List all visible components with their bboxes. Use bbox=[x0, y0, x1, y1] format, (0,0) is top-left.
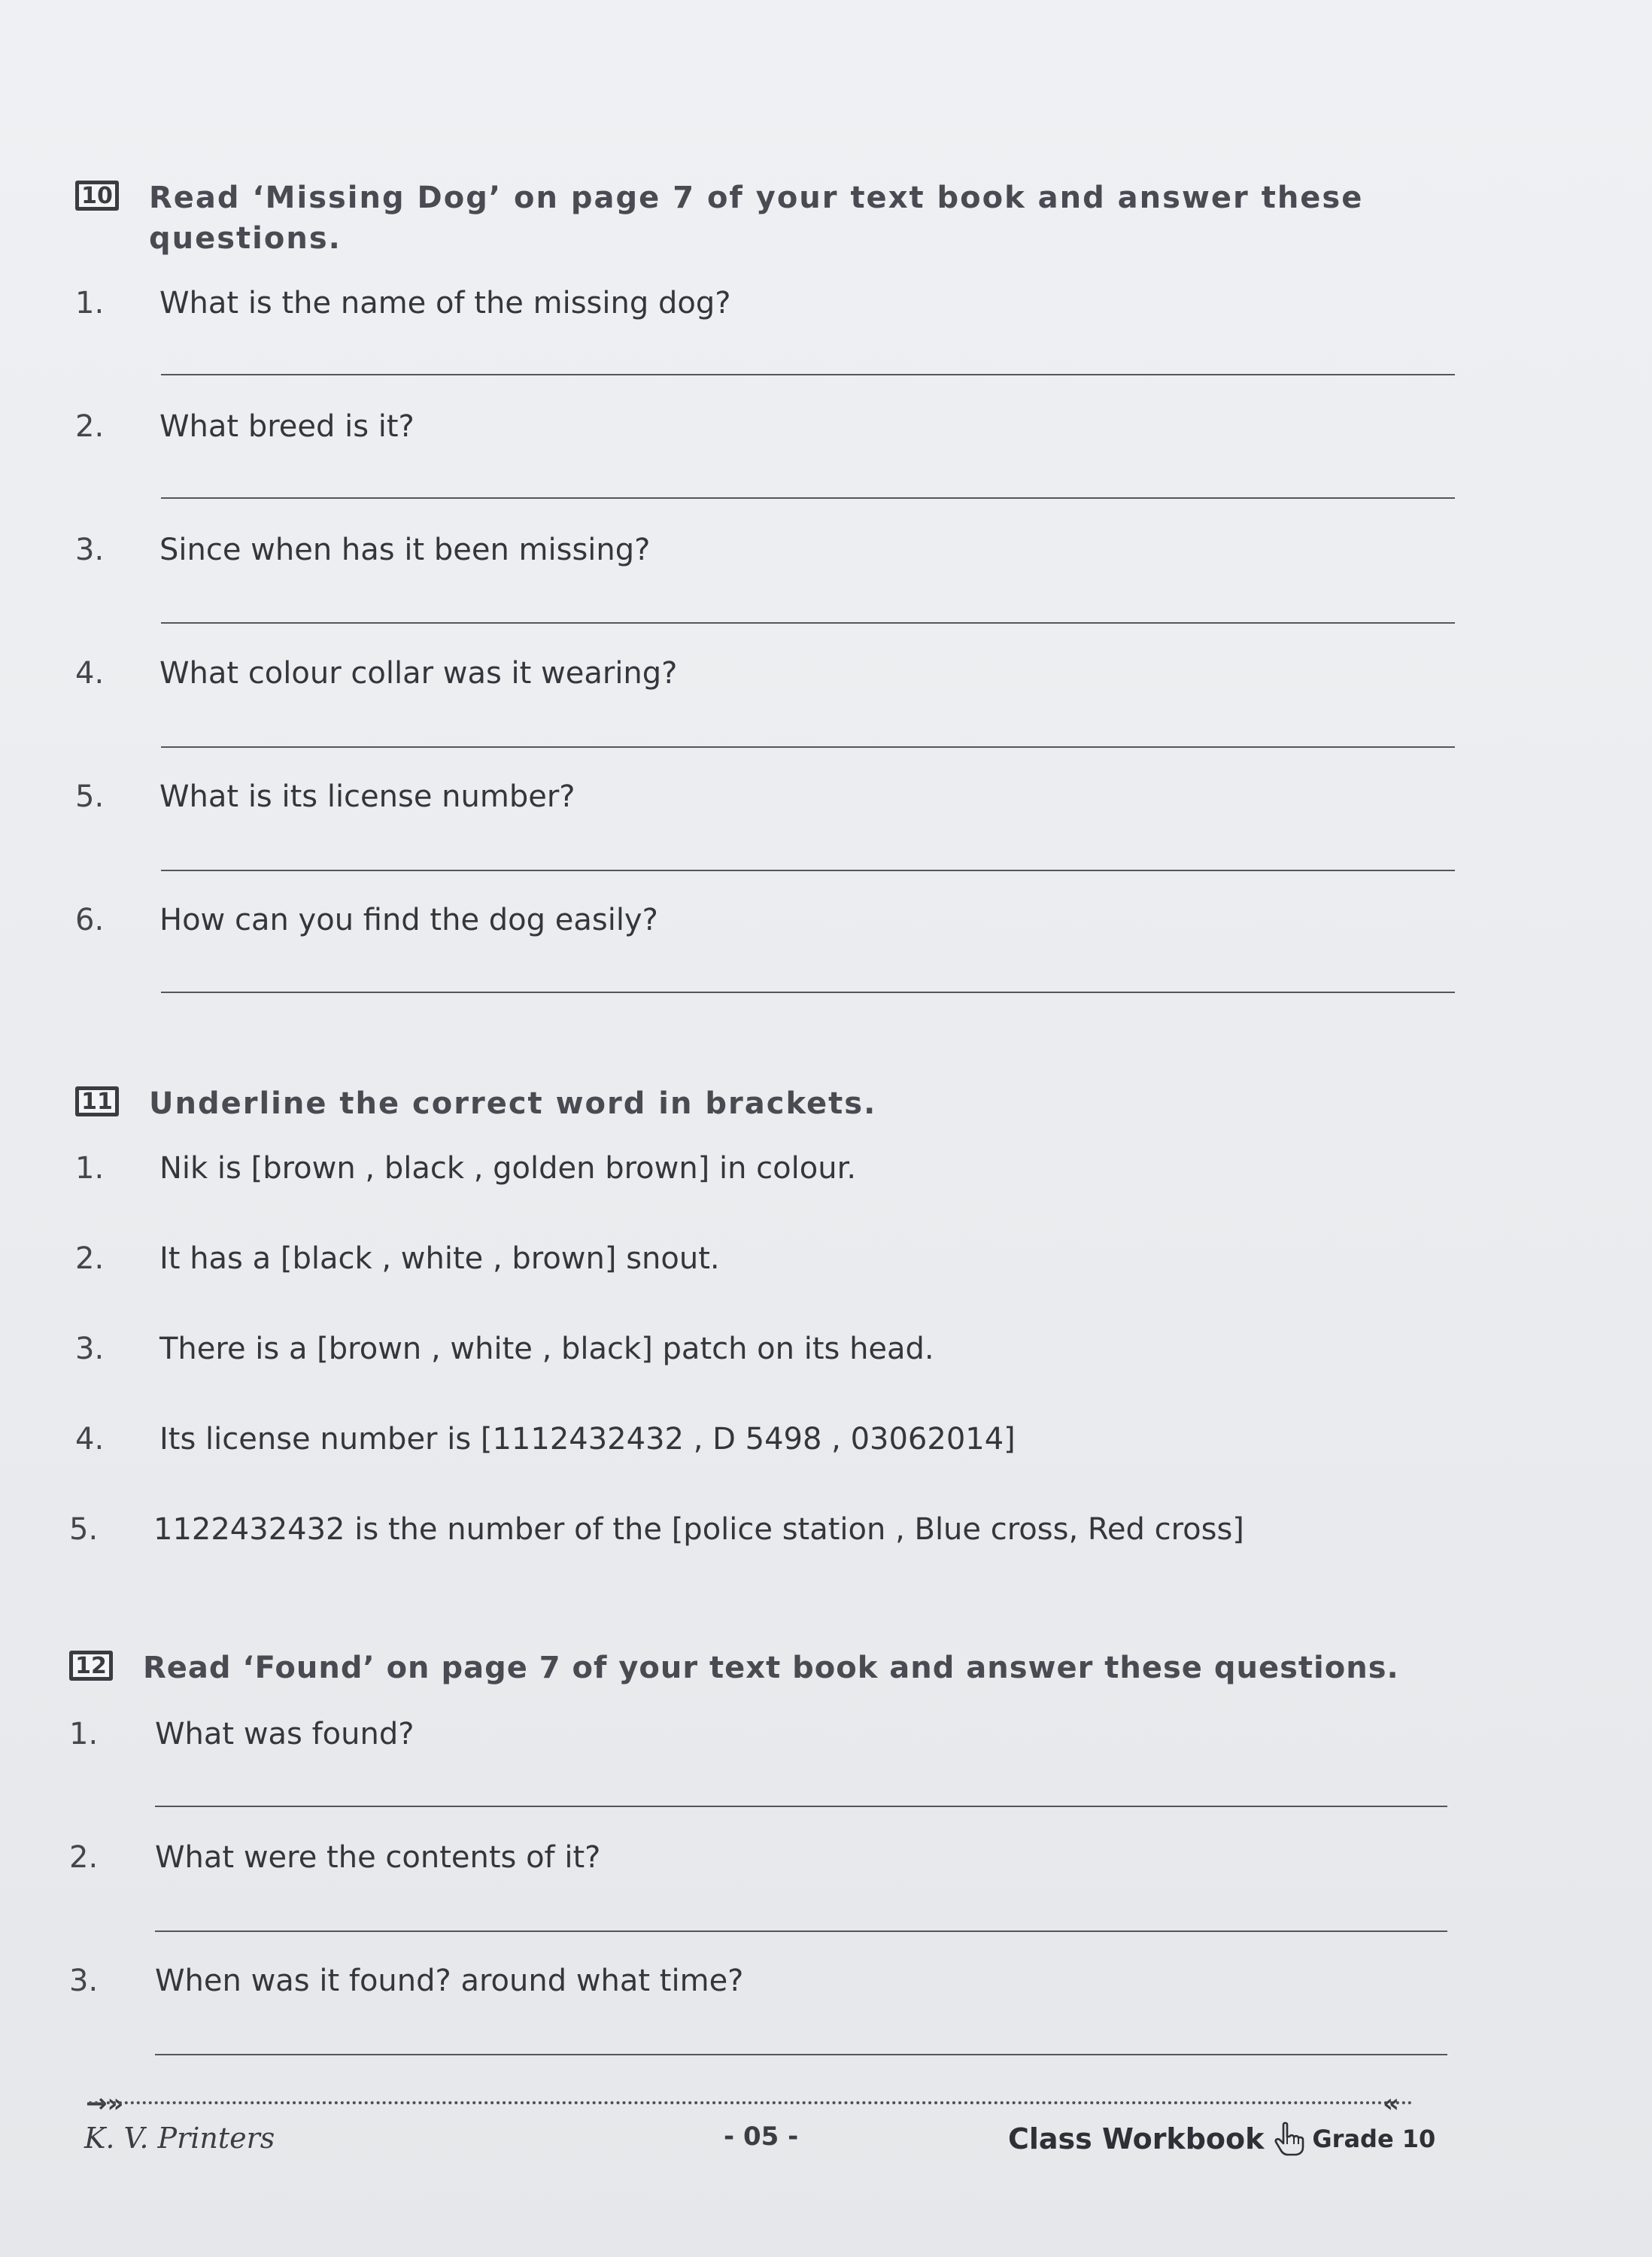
question bbox=[69, 1840, 600, 1875]
workbook-label: Class Workbook bbox=[1008, 2122, 1265, 2155]
publisher-name: K. V. Printers bbox=[84, 2122, 275, 2155]
answer-line[interactable] bbox=[161, 992, 1455, 993]
section-heading-line: Underline the correct word in brackets. bbox=[149, 1086, 877, 1121]
answer-line[interactable] bbox=[161, 746, 1455, 748]
item-text[interactable]: 1122432432 is the number of the [police station , Blue cross, Red cross] bbox=[153, 1512, 1244, 1547]
question-number: 5. bbox=[75, 779, 105, 814]
question-number: 3. bbox=[69, 1964, 99, 1998]
section-number: 11 bbox=[75, 1086, 119, 1116]
question-text: What is its license number? bbox=[159, 779, 575, 814]
question-text: What breed is it? bbox=[159, 409, 415, 444]
bracket-item bbox=[75, 1422, 1016, 1457]
item-number: 4. bbox=[75, 1422, 105, 1457]
question bbox=[75, 286, 730, 320]
question bbox=[75, 656, 677, 691]
grade-label: Grade 10 bbox=[1312, 2125, 1436, 2153]
answer-line[interactable] bbox=[161, 622, 1455, 624]
question-number: 1. bbox=[69, 1717, 99, 1751]
question-text: What was found? bbox=[155, 1717, 415, 1751]
item-number: 5. bbox=[69, 1512, 99, 1547]
question bbox=[75, 409, 415, 444]
answer-line[interactable] bbox=[155, 1930, 1447, 1932]
question bbox=[75, 779, 575, 814]
answer-line[interactable] bbox=[161, 870, 1455, 871]
question bbox=[69, 1717, 414, 1751]
answer-line[interactable] bbox=[161, 374, 1455, 375]
section-number: 10 bbox=[75, 181, 119, 211]
arrow-tail-icon: →» bbox=[86, 2088, 124, 2119]
pointing-hand-icon bbox=[1273, 2122, 1306, 2156]
workbook-title bbox=[1008, 2122, 1435, 2156]
item-number: 1. bbox=[75, 1151, 105, 1186]
question-text: What were the contents of it? bbox=[155, 1840, 601, 1875]
item-text[interactable]: It has a [black , white , brown] snout. bbox=[159, 1241, 720, 1276]
arrow-head-icon: « bbox=[1383, 2088, 1399, 2119]
question-text: What colour collar was it wearing? bbox=[159, 656, 678, 691]
section-heading-line: Read ‘Found’ on page 7 of your text book and answer these questions. bbox=[143, 1651, 1399, 1685]
question bbox=[75, 533, 650, 567]
question-number: 3. bbox=[75, 533, 105, 567]
answer-line[interactable] bbox=[161, 497, 1455, 499]
item-text[interactable]: Its license number is [1112432432 , D 5498 , 03062014] bbox=[159, 1422, 1016, 1457]
question bbox=[69, 1964, 743, 1998]
question-number: 2. bbox=[75, 409, 105, 444]
section-heading-line: Read ‘Missing Dog’ on page 7 of your text book and answer these bbox=[149, 181, 1364, 215]
question bbox=[75, 903, 658, 937]
bracket-item bbox=[75, 1241, 720, 1276]
question-text: How can you find the dog easily? bbox=[159, 903, 658, 937]
bracket-item bbox=[75, 1151, 856, 1186]
bracket-item bbox=[69, 1512, 1244, 1547]
question-number: 1. bbox=[75, 286, 105, 320]
section-11-heading bbox=[75, 1083, 876, 1124]
answer-line[interactable] bbox=[155, 1806, 1447, 1807]
section-10-heading bbox=[75, 178, 1363, 259]
question-text: What is the name of the missing dog? bbox=[159, 286, 731, 320]
question-number: 6. bbox=[75, 903, 105, 937]
section-12-heading bbox=[69, 1648, 1399, 1688]
item-number: 3. bbox=[75, 1332, 105, 1366]
item-number: 2. bbox=[75, 1241, 105, 1276]
question-text: Since when has it been missing? bbox=[159, 533, 651, 567]
page-number: - 05 - bbox=[724, 2122, 799, 2152]
question-text: When was it found? around what time? bbox=[155, 1964, 744, 1998]
section-number: 12 bbox=[69, 1651, 113, 1681]
footer-divider bbox=[89, 2101, 1413, 2104]
section-heading-line: questions. bbox=[149, 221, 342, 256]
bracket-item bbox=[75, 1332, 934, 1366]
item-text[interactable]: Nik is [brown , black , golden brown] in colour. bbox=[159, 1151, 857, 1186]
question-number: 4. bbox=[75, 656, 105, 691]
answer-line[interactable] bbox=[155, 2054, 1447, 2055]
question-number: 2. bbox=[69, 1840, 99, 1875]
item-text[interactable]: There is a [brown , white , black] patch on its head. bbox=[159, 1332, 934, 1366]
